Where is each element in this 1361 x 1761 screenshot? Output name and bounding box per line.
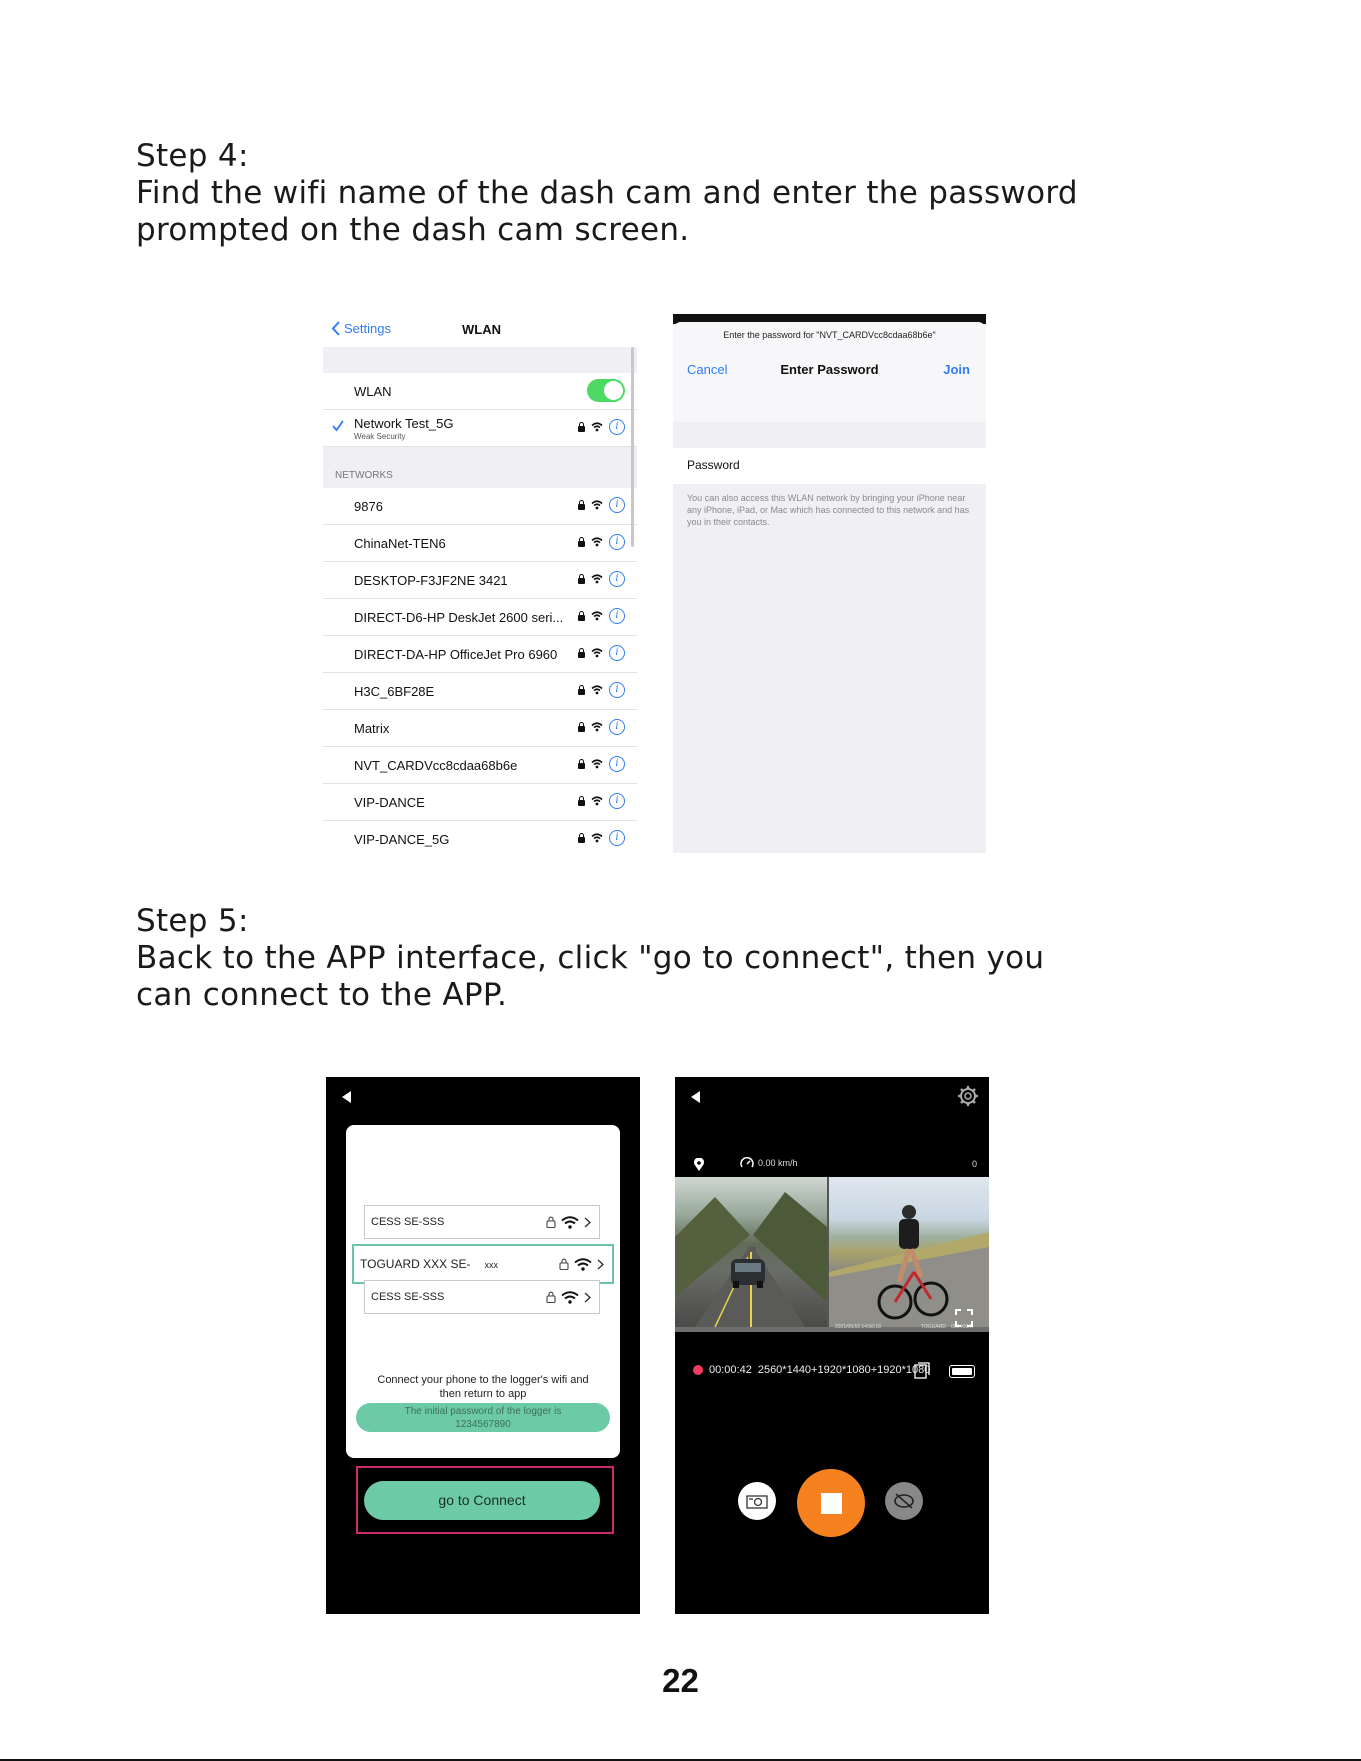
wifi-card xyxy=(346,1125,620,1458)
step4-line2: prompted on the dash cam screen. xyxy=(136,212,690,248)
network-row[interactable] xyxy=(323,784,637,821)
password-note-line1: The initial password of the logger is xyxy=(404,1406,562,1417)
info-icon[interactable]: i xyxy=(609,534,625,550)
instruction-line1: Connect your phone to the logger's wifi and xyxy=(377,1374,589,1386)
info-icon[interactable]: i xyxy=(609,719,625,735)
info-icon[interactable]: i xyxy=(609,645,625,661)
wifi-icon xyxy=(591,796,603,806)
network-name: Matrix xyxy=(354,720,390,736)
info-icon[interactable]: i xyxy=(609,756,625,772)
speed-overlay: 000 KM/H xyxy=(951,1324,974,1330)
password-field[interactable] xyxy=(673,448,986,484)
info-icon[interactable]: i xyxy=(609,497,625,513)
lock-icon xyxy=(578,615,585,621)
app-live-screen xyxy=(675,1077,989,1614)
wifi-icon xyxy=(561,1291,579,1304)
network-icons xyxy=(578,571,625,587)
wifi-icon xyxy=(561,1216,579,1229)
network-name: ChinaNet-TEN6 xyxy=(354,535,446,551)
wifi-icon xyxy=(591,500,603,510)
info-icon[interactable]: i xyxy=(609,571,625,587)
rear-camera-view xyxy=(829,1177,989,1327)
enter-password-screen xyxy=(673,314,986,853)
wifi-name xyxy=(360,1257,498,1271)
record-dot-icon xyxy=(693,1365,703,1375)
network-icons xyxy=(578,756,625,772)
network-icons xyxy=(578,645,625,661)
wifi-item-icons xyxy=(546,1216,591,1229)
step5-line1: Back to the APP interface, click "go to connect", then you xyxy=(136,940,1045,976)
fullscreen-icon[interactable] xyxy=(955,1309,973,1327)
network-row[interactable] xyxy=(323,636,637,673)
speed-value: 0.00 km/h xyxy=(758,1158,798,1168)
wlan-navbar xyxy=(323,313,637,347)
lock-icon xyxy=(578,504,585,510)
app-connect-screen xyxy=(326,1077,640,1614)
wifi-item-icons xyxy=(559,1258,604,1271)
lock-icon xyxy=(578,689,585,695)
instruction-line2: then return to app xyxy=(439,1388,527,1400)
recording-time: 00:00:42 xyxy=(709,1364,752,1376)
go-to-connect-button[interactable]: go to Connect xyxy=(364,1481,600,1520)
initial-password-note xyxy=(356,1403,610,1432)
info-icon[interactable]: i xyxy=(609,608,625,624)
cancel-button[interactable]: Cancel xyxy=(687,362,728,377)
lock-icon xyxy=(578,426,585,432)
wifi-item-selected[interactable] xyxy=(352,1244,614,1284)
wifi-icon xyxy=(591,574,603,584)
enter-password-title: Enter Password xyxy=(780,362,879,377)
wifi-icon xyxy=(591,759,603,769)
networks-header-label: NETWORKS xyxy=(335,470,393,481)
network-icons xyxy=(578,719,625,735)
wifi-icon xyxy=(591,537,603,547)
info-icon[interactable]: i xyxy=(609,793,625,809)
road-scene-image xyxy=(675,1177,827,1327)
counter-value: 0 xyxy=(971,1159,977,1169)
chevron-left-icon xyxy=(331,321,340,336)
network-name: 9876 xyxy=(354,498,383,514)
network-row[interactable] xyxy=(323,525,637,562)
video-overlay-strip xyxy=(675,1324,989,1332)
step5-line2: can connect to the APP. xyxy=(136,977,508,1013)
lock-icon xyxy=(578,837,585,843)
password-prompt: Enter the password for "NVT_CARDVcc8cdaa68b6e" xyxy=(723,330,936,340)
mic-toggle-button[interactable] xyxy=(885,1482,923,1520)
speedometer-icon xyxy=(740,1157,754,1169)
network-icons xyxy=(578,830,625,846)
lock-icon xyxy=(578,541,585,547)
network-name: VIP-DANCE_5G xyxy=(354,831,450,847)
wifi-icon xyxy=(591,422,603,432)
settings-back-button[interactable] xyxy=(331,321,391,336)
network-list xyxy=(323,488,637,853)
join-button[interactable]: Join xyxy=(943,362,970,377)
battery-icon xyxy=(949,1365,975,1378)
cyclist-scene-image xyxy=(829,1177,989,1327)
wifi-item[interactable] xyxy=(364,1280,600,1314)
lock-icon xyxy=(578,578,585,584)
connected-network-name xyxy=(354,416,453,441)
connected-network-row[interactable] xyxy=(323,410,637,447)
back-label: Settings xyxy=(344,321,391,336)
network-row[interactable] xyxy=(323,710,637,747)
network-icons xyxy=(578,419,625,435)
wifi-name xyxy=(371,1291,458,1303)
wlan-title: WLAN xyxy=(462,322,501,337)
wifi-suffix: xxx xyxy=(484,1260,498,1270)
snapshot-button[interactable] xyxy=(738,1482,776,1520)
network-row[interactable] xyxy=(323,488,637,525)
back-icon[interactable] xyxy=(342,1091,351,1103)
network-icons xyxy=(578,534,625,550)
wifi-icon xyxy=(574,1258,592,1271)
lock-outline-icon xyxy=(546,1291,556,1303)
network-icons xyxy=(578,682,625,698)
chevron-right-icon xyxy=(597,1259,604,1270)
wifi-icon xyxy=(591,648,603,658)
gear-icon[interactable] xyxy=(957,1085,979,1107)
wifi-icon xyxy=(591,833,603,843)
dual-video-preview[interactable] xyxy=(675,1177,989,1332)
lock-icon xyxy=(578,652,585,658)
lock-icon xyxy=(578,800,585,806)
lock-outline-icon xyxy=(546,1216,556,1228)
step4-text xyxy=(136,138,1136,249)
connected-name-text: Network Test_5G xyxy=(354,415,454,431)
lock-icon xyxy=(578,763,585,769)
speed-readout xyxy=(740,1157,798,1169)
password-sheet-header xyxy=(673,322,986,422)
step5-heading: Step 5: xyxy=(136,903,249,939)
password-note-line2: 1234567890 xyxy=(455,1419,511,1430)
network-icons xyxy=(578,608,625,624)
wifi-icon xyxy=(591,685,603,695)
file-icon[interactable] xyxy=(914,1362,930,1379)
wlan-label: WLAN xyxy=(354,383,392,399)
info-icon[interactable]: i xyxy=(609,419,625,435)
back-icon[interactable] xyxy=(691,1091,700,1103)
wifi-item-icons xyxy=(546,1291,591,1304)
wlan-settings-screen xyxy=(323,313,637,853)
wifi-name-text: CESS SE-SSS xyxy=(371,1216,445,1228)
camera-icon xyxy=(746,1493,768,1509)
network-row[interactable] xyxy=(323,562,637,599)
network-name: DESKTOP-F3JF2NE 3421 xyxy=(354,572,508,588)
stop-record-button[interactable] xyxy=(797,1469,865,1537)
network-name: DIRECT-DA-HP OfficeJet Pro 6960 xyxy=(354,646,558,662)
wifi-item[interactable] xyxy=(364,1205,600,1239)
password-field-label: Password xyxy=(687,458,740,472)
brand-overlay: TOGUARD xyxy=(921,1324,946,1330)
wifi-name-text: CESS SE-SSS xyxy=(371,1291,445,1303)
network-icons xyxy=(578,793,625,809)
network-name: DIRECT-D6-HP DeskJet 2600 seri... xyxy=(354,609,564,625)
network-row[interactable] xyxy=(323,673,637,710)
checkmark-icon xyxy=(332,420,344,432)
network-row[interactable] xyxy=(323,747,637,784)
wifi-name xyxy=(371,1216,458,1228)
network-icons xyxy=(578,497,625,513)
weak-security-note: Weak Security xyxy=(354,431,406,441)
mic-off-icon xyxy=(892,1492,916,1510)
network-row[interactable] xyxy=(323,599,637,636)
status-bar xyxy=(675,1155,989,1173)
network-name: VIP-DANCE xyxy=(354,794,425,810)
timestamp-overlay: 2021/05/15 14:56:18 xyxy=(835,1324,881,1330)
wifi-icon xyxy=(591,722,603,732)
wifi-icon xyxy=(591,611,603,621)
wlan-toggle[interactable] xyxy=(587,379,625,402)
network-row[interactable] xyxy=(323,821,637,853)
front-camera-view xyxy=(675,1177,827,1327)
step5-text xyxy=(136,903,1136,1014)
group-gap xyxy=(323,347,637,373)
scrollbar[interactable] xyxy=(631,347,634,547)
step4-line1: Find the wifi name of the dash cam and enter the password xyxy=(136,175,1078,211)
wifi-name-text: TOGUARD XXX SE- xyxy=(360,1257,471,1271)
page-number: 22 xyxy=(662,1662,699,1699)
network-name: H3C_6BF28E xyxy=(354,683,435,699)
chevron-right-icon xyxy=(584,1217,591,1228)
connect-instructions xyxy=(346,1373,620,1401)
info-icon[interactable]: i xyxy=(609,682,625,698)
lock-outline-icon xyxy=(559,1258,569,1270)
password-hint: You can also access this WLAN network by bringing your iPhone near any iPhone, iPad, or Mac which has connected to this network and has you in their contacts. xyxy=(687,493,970,527)
recording-status xyxy=(693,1364,930,1376)
location-pin-icon xyxy=(693,1158,705,1172)
info-icon[interactable]: i xyxy=(609,830,625,846)
step4-heading: Step 4: xyxy=(136,138,249,174)
chevron-right-icon xyxy=(584,1292,591,1303)
networks-section-header xyxy=(323,447,637,488)
lock-icon xyxy=(578,726,585,732)
network-name: NVT_CARDVcc8cdaa68b6e xyxy=(354,757,518,773)
resolution-text: 2560*1440+1920*1080+1920*1080 xyxy=(757,1364,931,1376)
wlan-toggle-row xyxy=(323,373,637,410)
